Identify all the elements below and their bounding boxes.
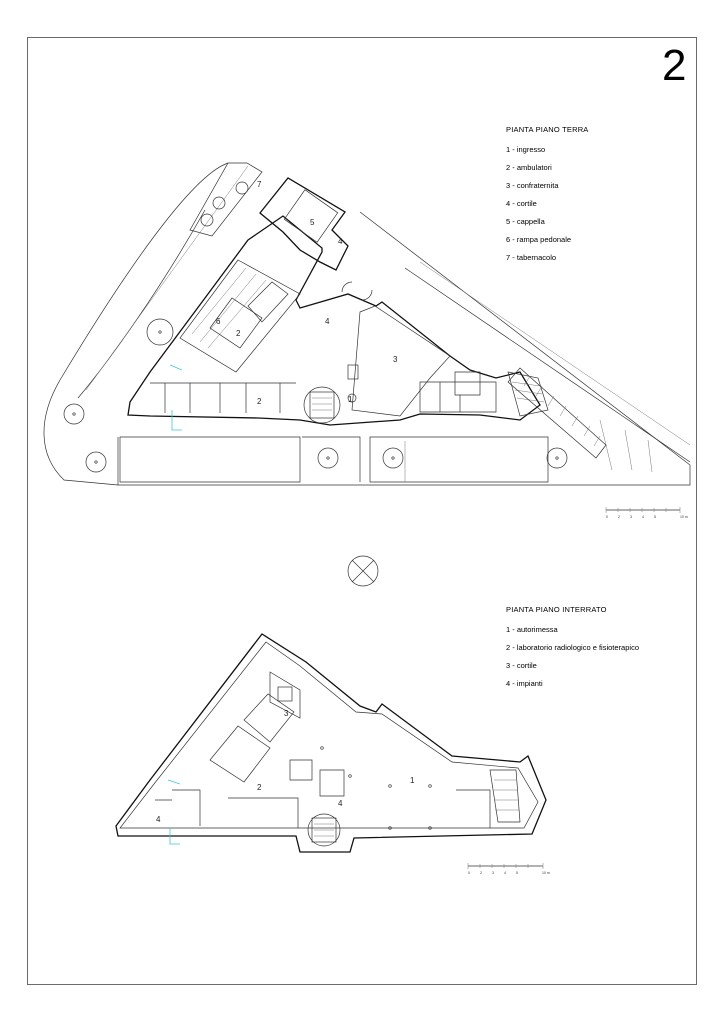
legend-item: 5 - cappella <box>506 216 545 226</box>
scale-bar-label: 10 m <box>680 515 688 519</box>
scale-bar-label: 4 <box>504 871 506 875</box>
legend-title: PIANTA PIANO TERRA <box>506 125 589 134</box>
room-label: 4 <box>156 815 161 824</box>
room-label: 1 <box>348 395 353 404</box>
scale-bar-label: 3 <box>492 871 494 875</box>
legend-item: 2 - ambulatori <box>506 162 552 172</box>
legend-title: PIANTA PIANO INTERRATO <box>506 605 607 614</box>
legend-item: 1 - ingresso <box>506 144 546 154</box>
scale-bar-label: 5 <box>654 515 656 519</box>
room-label: 4 <box>338 237 343 246</box>
scale-bar-label: 2 <box>618 515 620 519</box>
room-label: 2 <box>257 397 262 406</box>
scale-bar-label: 4 <box>642 515 644 519</box>
column-grid <box>321 747 432 830</box>
room-label: 3 <box>393 355 398 364</box>
legend-item: 4 - cortile <box>506 198 537 208</box>
legend-item: 4 - impianti <box>506 678 543 688</box>
room-label: 1 <box>410 776 415 785</box>
scale-bar-ground <box>606 507 680 513</box>
scale-bar-label: 2 <box>480 871 482 875</box>
room-label: 6 <box>216 317 221 326</box>
ground-floor-plan <box>44 163 690 485</box>
legend-item: 3 - confraternita <box>506 180 559 190</box>
legend-item: 3 - cortile <box>506 660 537 670</box>
north-arrow-icon <box>348 556 378 586</box>
scale-bar-label: 3 <box>630 515 632 519</box>
legend-item: 7 - tabernacolo <box>506 252 557 262</box>
room-label: 3 <box>284 709 289 718</box>
legend-item: 2 - laboratorio radiologico e fisioterapico <box>506 642 639 652</box>
legend-item: 1 - autorimessa <box>506 624 558 634</box>
room-label: 2 <box>257 783 262 792</box>
room-label: 2 <box>236 329 241 338</box>
room-label: 4 <box>338 799 343 808</box>
legend-item: 6 - rampa pedonale <box>506 234 572 244</box>
room-label: 5 <box>310 218 315 227</box>
room-label: 7 <box>257 180 262 189</box>
scale-bar-label: 0 <box>468 871 470 875</box>
scale-bar-label: 10 m <box>542 871 550 875</box>
scale-bar-label: 0 <box>606 515 608 519</box>
scale-bar-label: 5 <box>516 871 518 875</box>
scale-bar-basement <box>468 863 543 869</box>
basement-plan <box>116 634 546 852</box>
room-label: 4 <box>325 317 330 326</box>
sheet-number: 2 <box>662 41 687 90</box>
